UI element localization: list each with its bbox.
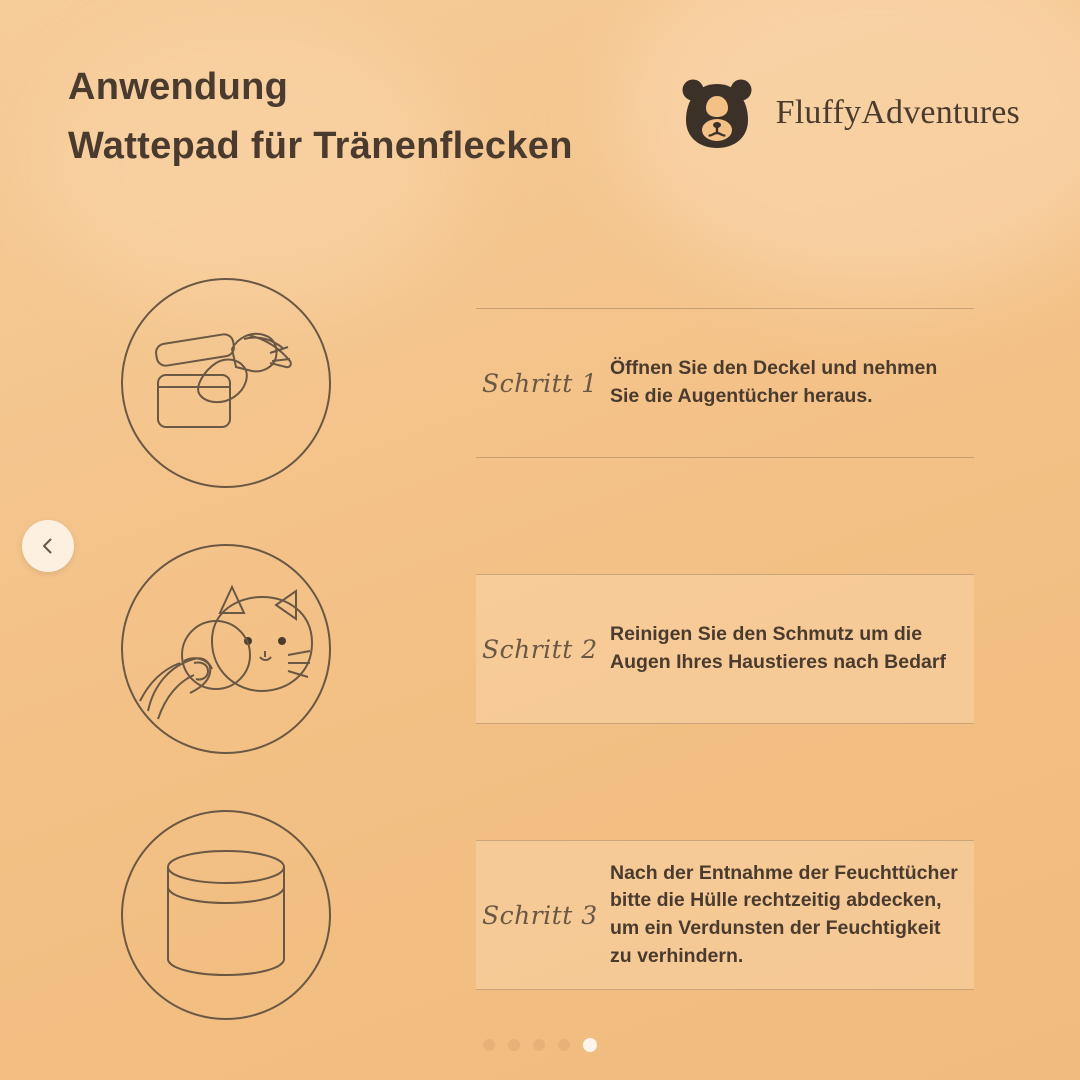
- step-label: Schritt 2: [482, 634, 598, 664]
- chevron-left-icon: [38, 536, 58, 556]
- step-row: [0, 516, 1080, 782]
- step-label: Schritt 3: [482, 900, 598, 930]
- page-title-line-2: Wattepad für Tränenflecken: [68, 124, 573, 167]
- prev-slide-button[interactable]: [22, 520, 74, 572]
- pagination-dots: [0, 1038, 1080, 1052]
- bear-head-icon: [676, 76, 758, 150]
- step-row: [0, 250, 1080, 516]
- brand-name: FluffyAdventures: [775, 94, 1020, 131]
- cat-face-wipe-icon: [120, 543, 332, 755]
- pagination-dot-active[interactable]: [583, 1038, 597, 1052]
- step-row: [0, 782, 1080, 1048]
- header: [68, 58, 1050, 178]
- brand: [676, 76, 1020, 150]
- step-text: Nach der Entnahme der Feuchttücher bitte die Hülle rechtzeitig abdecken, um ein Verdunsten der Feuchtigkeit zu verhindern.: [610, 861, 958, 967]
- wipe-container-open-icon: [120, 277, 332, 489]
- page-title-line-1: Anwendung: [68, 66, 289, 108]
- pagination-dot[interactable]: [483, 1039, 495, 1051]
- step-label: Schritt 1: [482, 368, 598, 398]
- pagination-dot[interactable]: [508, 1039, 520, 1051]
- page-title: [68, 58, 573, 176]
- step-card: [476, 840, 974, 990]
- pagination-dot[interactable]: [558, 1039, 570, 1051]
- step-card: [476, 574, 974, 724]
- step-text: Reinigen Sie den Schmutz um die Augen Ihres Haustieres nach Bedarf: [610, 623, 946, 673]
- closed-container-icon: [120, 809, 332, 1021]
- steps-list: [0, 250, 1080, 1048]
- step-card: [476, 308, 974, 458]
- pagination-dot[interactable]: [533, 1039, 545, 1051]
- step-text: Öffnen Sie den Deckel und nehmen Sie die Augentücher heraus.: [610, 357, 938, 407]
